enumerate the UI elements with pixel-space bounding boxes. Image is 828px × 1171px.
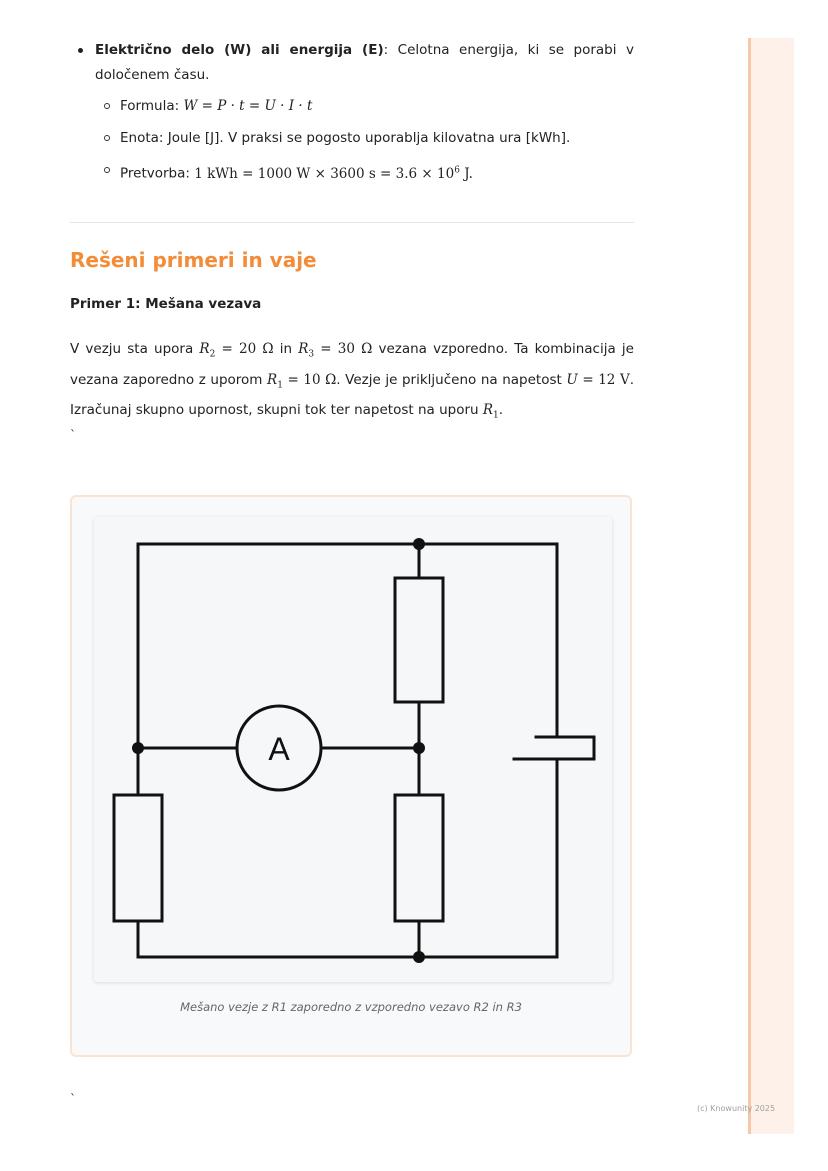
energy-sublist <box>70 96 634 184</box>
conversion-end: J. <box>459 165 473 182</box>
problem-text-part: . Vezje je priključeno na napetost <box>336 371 567 388</box>
junction-center <box>413 742 425 754</box>
resistor-top-right <box>395 578 443 702</box>
junction-top <box>413 538 425 550</box>
junction-bottom <box>413 951 425 963</box>
example-heading: Primer 1: Mešana vezava <box>70 296 262 312</box>
side-margin-band <box>748 38 794 1134</box>
r3-subscript: 3 <box>308 349 315 360</box>
resistor-left <box>114 795 162 921</box>
bullet-energy <box>70 38 634 88</box>
energy-definition: : Celotna energija, ki se porabi v določenem času. <box>95 42 634 83</box>
junction-left <box>132 742 144 754</box>
bullet-circle <box>104 103 110 109</box>
energy-section <box>70 38 634 196</box>
problem-text-part: . <box>498 402 504 419</box>
problem-text-part: in <box>273 341 299 357</box>
r1-subscript: 1 <box>277 380 283 391</box>
example-problem-text <box>70 337 634 429</box>
r1-subscript: 1 <box>493 411 499 422</box>
r1-value: = 10 Ω <box>282 371 337 388</box>
resistor-bottom-right <box>395 795 443 921</box>
section-heading: Rešeni primeri in vaje <box>70 248 317 272</box>
conversion-main: 1 kWh = 1000 W × 3600 s = 3.6 × 10 <box>194 165 455 182</box>
conversion-label: Pretvorba: <box>120 165 190 182</box>
circuit-diagram <box>94 517 612 982</box>
copyright-note: (c) Knowunity 2025 <box>697 1104 776 1113</box>
circuit-figure <box>70 495 632 1057</box>
formula-item <box>70 96 634 116</box>
formula-label: Formula: <box>120 98 180 114</box>
circuit-diagram-panel <box>94 517 612 982</box>
r2-value: = 20 Ω <box>215 341 274 357</box>
stray-backtick: ` <box>70 1092 76 1106</box>
energy-term: Električno delo (W) ali energija (E) <box>95 42 384 58</box>
r2-subscript: 2 <box>209 349 216 360</box>
unit-item <box>70 128 634 148</box>
r3-value: = 30 Ω <box>314 341 373 357</box>
u-symbol: U <box>566 371 578 388</box>
r1-symbol: R <box>482 402 494 419</box>
bullet-circle <box>104 135 110 141</box>
conversion-item <box>70 160 634 184</box>
stray-backtick: ` <box>70 428 76 442</box>
bullet-dot <box>78 48 83 53</box>
r1-symbol: R <box>267 371 278 388</box>
conversion-expression <box>194 166 473 182</box>
r2-symbol: R <box>199 341 210 357</box>
r3-symbol: R <box>298 341 309 357</box>
section-divider <box>70 222 634 223</box>
formula-expression: W = P · t = U · I · t <box>183 98 313 114</box>
problem-text-part: V vezju sta upora <box>70 341 200 357</box>
problem-text-part: . Izračunaj skupno upornost, skupni tok ter napetost na uporu <box>70 371 634 419</box>
ammeter-label: A <box>268 731 290 767</box>
figure-caption: Mešano vezje z R1 zaporedno z vzporedno vezavo R2 in R3 <box>180 1000 522 1014</box>
conversion-exponent: 6 <box>454 165 460 175</box>
bullet-circle <box>104 167 110 173</box>
unit-text: Enota: Joule [J]. V praksi se pogosto uporablja kilovatna ura [kWh]. <box>120 130 571 146</box>
problem-text-part: vezana vzporedno. Ta kombinacija je vezana zaporedno z uporom <box>70 341 634 388</box>
u-value: = 12 V <box>577 371 630 388</box>
